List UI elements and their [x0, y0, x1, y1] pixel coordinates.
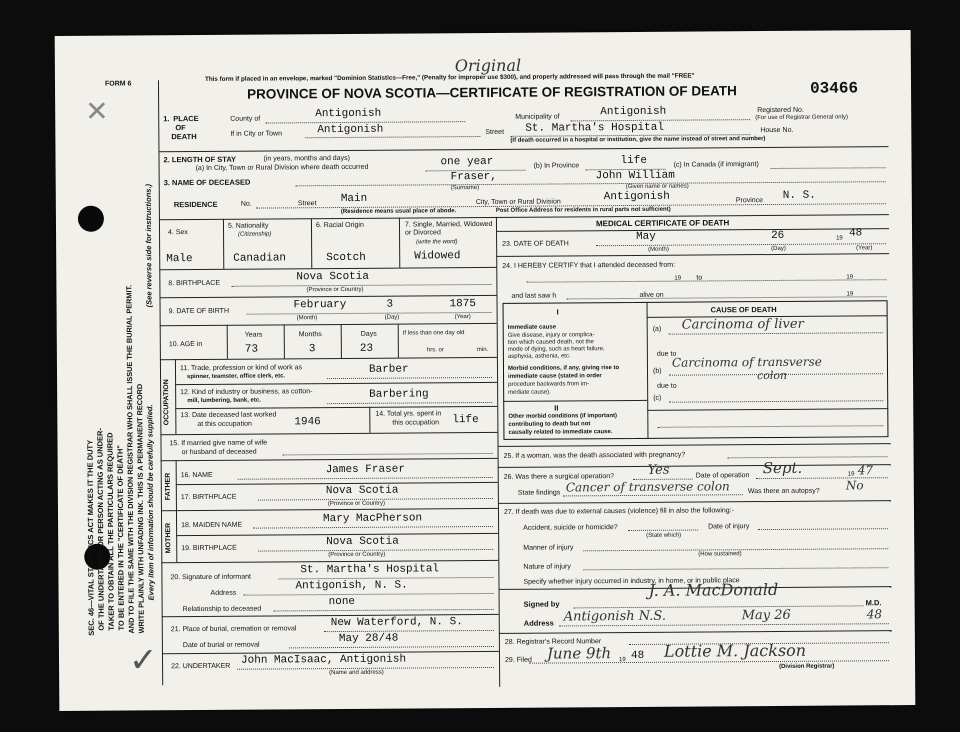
informant-address: Antigonish, N. S.	[295, 579, 408, 593]
dob-month: February	[293, 298, 347, 312]
occupation-side-label: OCCUPATION	[163, 379, 171, 426]
attend-from-19: 19	[674, 275, 682, 282]
external-label: 27. If death was due to external causes (violence) fill in also the following:-	[503, 507, 734, 516]
signed-value: J. A. MacDonald	[648, 579, 779, 600]
operation-value: Yes	[647, 462, 670, 478]
state-which: (State which)	[646, 532, 682, 539]
residence-province: N. S.	[782, 189, 816, 202]
immediate-text-4: asphyxia, asthenia, etc.	[507, 353, 571, 360]
filed-year: 48	[630, 649, 645, 662]
burial-date: May 28/48	[338, 632, 399, 646]
residence-street-label: Street	[297, 200, 317, 208]
other-text-3: causally related to immediate cause.	[508, 429, 613, 436]
trade-label: 11. Trade, profession or kind of work as	[179, 364, 303, 373]
father-birthplace-label: 17. BIRTHPLACE	[180, 493, 237, 502]
father-side-label: FATHER	[164, 472, 172, 501]
stay-b-value: life	[620, 154, 647, 168]
nationality-value: Canadian	[233, 252, 287, 265]
how-sustained: (How sustained)	[698, 551, 742, 558]
cause-c-label: (c)	[653, 394, 662, 402]
stay-label: 2. LENGTH OF STAY	[163, 154, 237, 165]
pregnancy-label: 25. If a woman, was the death associated with pregnancy?	[503, 451, 686, 460]
mother-maiden: Mary MacPherson	[322, 512, 423, 526]
side-notice-2: OF THE UNDERTAKER OR PERSON ACTING AS UNDER-	[95, 428, 106, 631]
father-name: James Fraser	[325, 463, 405, 477]
residence-no-label: No.	[240, 200, 252, 208]
signed-label: Signed by	[523, 599, 560, 609]
dob-day-note: (Day)	[384, 314, 400, 321]
autopsy-label: Was there an autopsy?	[747, 487, 820, 496]
informant-address-label: Address	[210, 589, 237, 597]
md-label: M.D.	[865, 598, 882, 608]
age-label: 10. AGE in	[168, 340, 203, 349]
residence-label: RESIDENCE	[173, 199, 218, 210]
county-label: County of	[230, 115, 261, 123]
cause-b-value: Carcinoma of transverse	[671, 354, 822, 370]
death-day-note: (Day)	[771, 245, 786, 252]
last-worked-value: 1946	[294, 416, 321, 429]
mother-birthplace: Nova Scotia	[326, 535, 399, 549]
accident-label: Accident, suicide or homicide?	[523, 524, 618, 532]
spouse-label: 15. If married give name of wife	[169, 439, 268, 448]
relationship-value: none	[328, 595, 356, 609]
racial-label: 6. Racial Origin	[315, 221, 364, 230]
other-text-2: contributing to death but not	[508, 421, 591, 428]
residence-province-label: Province	[735, 197, 764, 205]
min-label: min.	[476, 346, 489, 354]
medical-title: MEDICAL CERTIFICATE OF DEATH	[595, 218, 730, 229]
racial-value: Scotch	[326, 251, 366, 265]
filed-year-prefix: 19	[619, 657, 626, 664]
city-label: If in City or Town	[230, 130, 282, 138]
side-notice-4: TO BE ENTERED IN THE "CERTIFICATE OF DEATH"	[115, 445, 126, 631]
age-months-label: Months	[298, 331, 322, 339]
place-label: PLACE	[173, 113, 199, 124]
dob-month-note: (Month)	[296, 315, 318, 322]
street-label: Street	[485, 128, 505, 136]
burial-date-label: Date of burial or removal	[182, 641, 260, 650]
residence-city-label: City, Town or Rural Division	[475, 198, 561, 207]
morbid-text-2: immediate cause (stated in order	[508, 373, 602, 380]
roman-2: II	[554, 403, 559, 413]
age-years-label: Years	[244, 331, 263, 339]
burial-place-label: 21. Place of burial, cremation or removal	[170, 625, 297, 634]
medical-address-label: Address	[523, 618, 554, 628]
morbid-text-4: mediate cause).	[508, 389, 551, 396]
immediate-text-1: Give disease, injury or complica-	[507, 332, 595, 339]
other-text-1: Other morbid conditions (if important)	[508, 413, 618, 420]
cause-title: CAUSE OF DEATH	[710, 304, 777, 315]
place-label-of: OF	[175, 123, 186, 133]
medical-address-value: Antigonish N.S.	[563, 608, 667, 625]
manner-label: Manner of injury	[523, 544, 574, 552]
total-value: life	[452, 414, 479, 427]
trade-value: Barber	[368, 363, 409, 376]
age-months: 3	[308, 343, 316, 356]
morbid-text-3: procedure backwards from im-	[508, 381, 590, 388]
immediate-text-3: mode of dying, such as heart failure,	[507, 346, 605, 353]
death-month: May	[636, 230, 656, 243]
punch-hole-top	[78, 206, 104, 232]
filed-date: June 9th	[546, 644, 612, 663]
mother-birthplace-label: 19. BIRTHPLACE	[181, 544, 237, 553]
birthplace-value: Nova Scotia	[296, 270, 370, 284]
sex-label: 4. Sex	[168, 229, 188, 237]
nationality-note: (Citizenship)	[238, 231, 272, 238]
stay-b-label: (b) In Province	[533, 162, 580, 170]
certify-label: 24. I HEREBY CERTIFY that I attended deceased from:	[502, 261, 676, 270]
dob-label: 9. DATE OF BIRTH	[168, 307, 230, 316]
relationship-label: Relationship to deceased	[182, 605, 262, 614]
death-date-label: 23. DATE OF DEATH	[502, 240, 569, 248]
filed-label: 29. Filed	[504, 656, 532, 664]
medical-address-date: May 26	[741, 607, 791, 624]
findings-value: Cancer of transverse colon	[565, 479, 730, 495]
registrar-signature: Lottie M. Jackson	[663, 640, 807, 661]
mother-maiden-label: 18. MAIDEN NAME	[181, 521, 243, 530]
place-label-death: DEATH	[171, 132, 197, 142]
burial-place: New Waterford, N. S.	[330, 616, 463, 630]
death-year-note: (Year)	[856, 245, 873, 252]
industry-label2: mill, lumbering, bank, etc.	[187, 397, 261, 405]
father-birthplace-note: (Province or Country)	[327, 500, 385, 508]
injury-date-label: Date of injury	[708, 523, 750, 531]
deceased-given: John William	[595, 169, 675, 183]
morbid-text-1: Morbid conditions, if any, giving rise to	[507, 365, 620, 372]
original-stamp: Original	[454, 55, 522, 76]
deceased-surname: Fraser,	[450, 170, 497, 184]
cause-a-value: Carcinoma of liver	[681, 316, 804, 333]
marital-label: 7. Single, Married, Widowed or Divorced	[404, 220, 493, 237]
cause-a-label: (a)	[652, 325, 662, 333]
where-label: Specify whether injury occurred in industry, in home, or in public place	[523, 577, 740, 586]
check-mark: ✓	[128, 640, 158, 681]
industry-label: 12. Kind of industry or business, as cotton-	[180, 388, 313, 397]
registered-no-label: Registered No.	[757, 106, 804, 115]
county-value: Antigonish	[315, 107, 382, 121]
total-label2: this occupation	[392, 419, 440, 427]
dob-year-note: (Year)	[454, 314, 471, 321]
father-name-label: 16. NAME	[180, 471, 213, 480]
side-notice-7: Every item of information should be carefully supplied.	[145, 404, 156, 601]
death-month-note: (Month)	[648, 246, 669, 253]
side-notice-5: AND TO FILE THE SAME WITH THE DIVISION REGISTRAR WHO SHALL ISSUE THE BURIAL PERMIT.	[124, 284, 136, 634]
division-note: (Division Registrar)	[779, 663, 835, 670]
last-worked-label2: at this occupation	[197, 420, 252, 429]
op-date-value: Sept.	[762, 458, 803, 478]
father-birthplace: Nova Scotia	[325, 484, 399, 498]
deceased-surname-note: (Surname)	[450, 185, 480, 192]
residence-city: Antigonish	[603, 190, 670, 204]
op-year-prefix: 19	[847, 471, 855, 478]
marital-value: Widowed	[414, 250, 461, 263]
last-saw-label: and last saw h	[511, 292, 557, 300]
medical-address-year: 48	[866, 607, 883, 622]
alive-on-19: 19	[846, 291, 854, 298]
stay-a-value: one year	[440, 155, 494, 169]
death-day: 26	[771, 229, 785, 242]
deceased-given-note: (Given name or names)	[625, 183, 689, 191]
death-year: 48	[849, 227, 863, 240]
hospital-note: (If death occurred in a hospital or institution, give the name instead of street and number)	[510, 136, 766, 144]
alive-on-label: alive on	[639, 291, 664, 299]
due-to-1: due to	[656, 350, 677, 358]
residence-note: (Residence means usual place of abode.	[340, 208, 457, 216]
death-certificate	[55, 30, 916, 711]
undertaker-label: 22. UNDERTAKER	[171, 662, 231, 671]
registered-no-note: (For use of Registrar General only)	[755, 114, 848, 122]
dob-day: 3	[386, 298, 394, 311]
due-to-2: due to	[657, 382, 677, 390]
place-label-no: 1.	[163, 114, 170, 124]
spouse-label2: or husband of deceased	[181, 448, 257, 457]
total-label: 14. Total yrs. spent in	[375, 410, 442, 418]
city-value: Antigonish	[317, 123, 384, 137]
mother-side-label: MOTHER	[165, 522, 173, 554]
nature-label: Nature of injury	[523, 563, 571, 571]
residence-street: Main	[340, 192, 368, 206]
post-office-note: Post Office Address for residents in rural parts not sufficient)	[495, 206, 671, 214]
side-notice-6: WRITE PLAINLY WITH UNFADING INK. THIS IS A PERMANENT RECORD	[135, 383, 146, 634]
cause-b-label: (b)	[652, 367, 662, 375]
op-year-value: 47	[857, 463, 874, 478]
birthplace-label: 8. BIRTHPLACE	[168, 279, 221, 288]
undertaker-value: John MacIsaac, Antigonish	[240, 653, 407, 667]
stay-c-label: (c) In Canada (if immigrant)	[673, 161, 759, 169]
less-day-label: If less than one day old	[402, 330, 465, 337]
dob-year: 1875	[449, 298, 476, 311]
informant-label: 20. Signature of informant	[170, 573, 252, 582]
industry-value: Barbering	[369, 388, 429, 401]
informant-name: St. Martha's Hospital	[300, 563, 440, 577]
side-notice-1: SEC. 46—VITAL STATISTICS ACT MAKES IT THE DUTY	[85, 439, 96, 636]
trade-label2: spinner, teamster, office clerk, etc.	[187, 373, 286, 381]
stay-label-note: (in years, months and days)	[263, 154, 350, 163]
side-notice-3: TAKER TO OBTAIN ALL THE PARTICULARS REQUIRED	[105, 432, 116, 631]
certificate-number: 03466	[809, 79, 859, 98]
form-title: PROVINCE OF NOVA SCOTIA—CERTIFICATE OF REGISTRATION OF DEATH	[247, 83, 737, 102]
nationality-label: 5. Nationality	[227, 222, 269, 230]
last-worked-label: 13. Date deceased last worked	[180, 411, 277, 420]
street-value: St. Martha's Hospital	[525, 121, 664, 135]
envelope-notice: This form if placed in an envelope, marked "Dominion Statistics—Free," (Penalty for improper use $300), and properly addressed will pass through the mail "FREE"	[204, 72, 695, 83]
findings-label: State findings	[517, 489, 561, 497]
death-year-prefix: 19	[836, 235, 843, 242]
attend-to-19: 19	[846, 274, 854, 281]
op-date-label: Date of operation	[695, 472, 750, 480]
marital-note: (write the word)	[416, 239, 458, 246]
deceased-label: 3. NAME OF DECEASED	[163, 177, 251, 188]
immediate-text-2: tion which caused death, not the	[507, 339, 594, 346]
mother-birthplace-note: (Province or Country)	[328, 551, 386, 559]
cause-b2-value: colon	[756, 368, 788, 383]
hrs-label: hrs. or	[426, 347, 444, 354]
attend-to-label: to	[696, 274, 703, 282]
form-number: FORM 6	[104, 80, 132, 88]
birthplace-note: (Province or Country)	[306, 286, 364, 294]
house-no-label: House No.	[760, 126, 794, 135]
age-days: 23	[359, 342, 374, 355]
municipality-label: Municipality of	[515, 113, 560, 121]
operation-label: 26. Was there a surgical operation?	[503, 473, 615, 481]
autopsy-value: No	[845, 478, 864, 493]
sex-value: Male	[166, 253, 193, 266]
undertaker-note: (Name and address)	[329, 669, 384, 677]
roman-1: I	[556, 307, 559, 317]
age-days-label: Days	[360, 330, 377, 338]
registrar-record-label: 28. Registrar's Record Number	[504, 638, 602, 646]
x-mark: ✕	[85, 94, 109, 128]
stay-a-label: (a) In City, Town or Rural Division where death occurred	[195, 163, 369, 173]
municipality-value: Antigonish	[600, 105, 667, 119]
side-notice-8: (See reverse side for instructions.)	[143, 183, 154, 308]
immediate-title: Immediate cause	[507, 324, 557, 331]
age-years: 73	[244, 343, 259, 356]
